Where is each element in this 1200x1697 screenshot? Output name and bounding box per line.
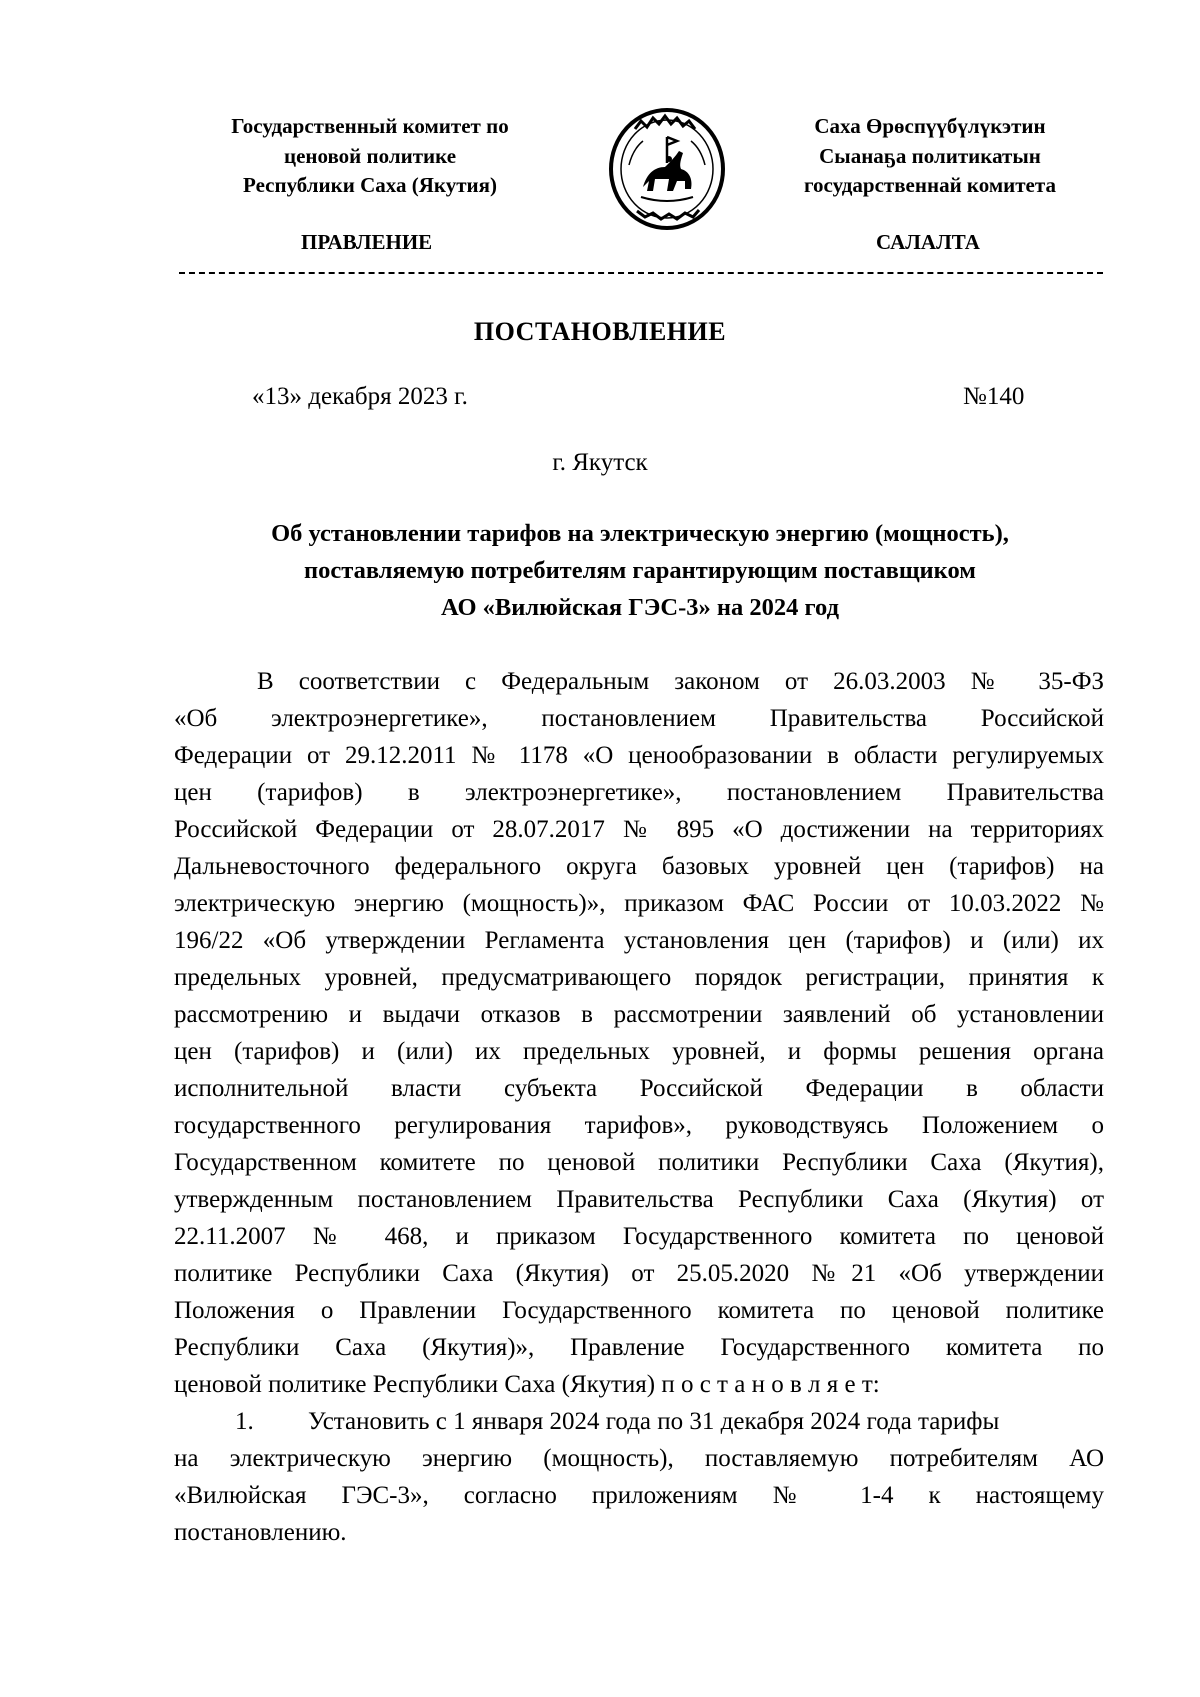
preamble-line: предельных уровней, предусматривающего порядок регистрации, принятия к bbox=[174, 964, 1104, 991]
preamble-line: государственного регулирования тарифов», руководствуясь Положением о bbox=[174, 1112, 1104, 1139]
document-type-heading: ПОСТАНОВЛЕНИЕ bbox=[473, 317, 727, 346]
header-left-line: Республики Саха (Якутия) bbox=[243, 173, 497, 197]
item-number: 1. bbox=[235, 1408, 254, 1435]
title-line: АО «Вилюйская ГЭС-3» на 2024 год bbox=[441, 594, 839, 621]
header-right-line: Сыанаҕа политикатын bbox=[819, 143, 1041, 168]
preamble-line: электрическую энергию (мощность)», приказом ФАС России от 10.03.2022 № bbox=[174, 890, 1104, 917]
preamble-line: политике Республики Саха (Якутия) от 25.05.2020 №21 «Об утверждении bbox=[174, 1260, 1104, 1287]
preamble-line: 196/22 «Об утверждении Регламента установления цен (тарифов) и (или) их bbox=[174, 927, 1104, 954]
preamble-line: Положения о Правлении Государственного комитета по ценовой политике bbox=[174, 1297, 1104, 1324]
preamble-line: цен (тарифов) и (или) их предельных уровней, и формы решения органа bbox=[174, 1038, 1104, 1065]
item-line: на электрическую энергию (мощность), поставляемую потребителям АО bbox=[174, 1445, 1104, 1472]
resolution-item-1 bbox=[174, 1403, 1104, 1440]
header-right-line: Саха Өрөспүүбүлүкэтин bbox=[814, 114, 1046, 138]
document-title bbox=[175, 515, 1105, 626]
document-city: г. Якутск bbox=[552, 449, 648, 476]
header-right-line: государственнай комитета bbox=[804, 173, 1056, 197]
preamble-line: ценовой политике Республики Саха (Якутия) п о с т а н о в л я е т: bbox=[174, 1371, 880, 1398]
preamble-line: Дальневосточного федерального округа базовых уровней цен (тарифов) на bbox=[174, 853, 1104, 880]
preamble-line: утвержденным постановлением Правительства Республики Саха (Якутия) от bbox=[174, 1186, 1104, 1213]
preamble-line: Федерации от 29.12.2011 № 1178 «О ценообразовании в области регулируемых bbox=[174, 742, 1104, 769]
coat-of-arms-emblem bbox=[607, 107, 727, 231]
item-line: Установить с 1 января 2024 года по 31 декабря 2024 года тарифы bbox=[308, 1408, 1000, 1435]
header-left-line: Государственный комитет по bbox=[231, 114, 509, 138]
preamble-line: Государственном комитете по ценовой политики Республики Саха (Якутия), bbox=[174, 1149, 1104, 1176]
item-line: постановлению. bbox=[174, 1519, 347, 1546]
title-line: поставляемую потребителям гарантирующим поставщиком bbox=[304, 557, 976, 584]
item-line: «Вилюйская ГЭС-3», согласно приложениям № 1-4 к настоящему bbox=[174, 1482, 1104, 1509]
preamble-line: Российской Федерации от 28.07.2017 № 895 «О достижении на территориях bbox=[174, 816, 1104, 843]
preamble-line: Республики Саха (Якутия)», Правление Государственного комитета по bbox=[174, 1334, 1104, 1361]
preamble-line: рассмотрению и выдачи отказов в рассмотрении заявлений об установлении bbox=[174, 1001, 1104, 1028]
header-left-subtitle: ПРАВЛЕНИЕ bbox=[301, 230, 433, 254]
document-date: «13» декабря 2023 г. bbox=[252, 383, 468, 410]
preamble-line: 22.11.2007 № 468, и приказом Государственного комитета по ценовой bbox=[174, 1223, 1104, 1250]
header-left-org-name bbox=[175, 112, 565, 201]
header-right-org-name bbox=[750, 112, 1110, 201]
header-left-line: ценовой политике bbox=[283, 143, 457, 168]
document-number: №140 bbox=[963, 383, 1025, 410]
preamble-line: «Об электроэнергетике», постановлением Правительства Российской bbox=[174, 705, 1104, 732]
document-body bbox=[174, 663, 1104, 1551]
preamble-line: В соответствии с Федеральным законом от 26.03.2003 № 35-ФЗ bbox=[257, 668, 1104, 695]
header-right-subtitle: САЛАЛТА bbox=[876, 230, 980, 254]
preamble-line: исполнительной власти субъекта Российской Федерации в области bbox=[174, 1075, 1104, 1102]
header-divider bbox=[179, 272, 1103, 274]
title-line: Об установлении тарифов на электрическую энергию (мощность), bbox=[271, 520, 1009, 547]
preamble-line: цен (тарифов) в электроэнергетике», постановлением Правительства bbox=[174, 779, 1104, 806]
